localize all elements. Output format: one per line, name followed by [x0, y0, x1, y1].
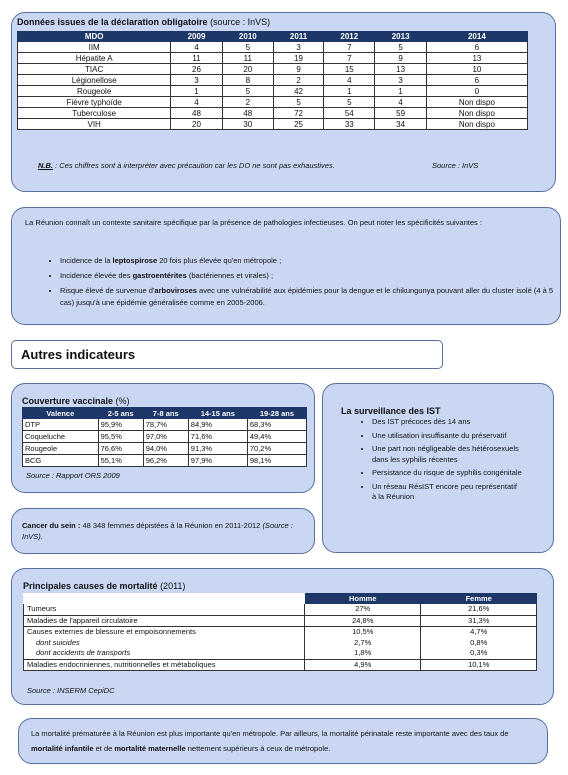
table-cell: 13	[426, 53, 527, 64]
table-cell: 10	[426, 64, 527, 75]
breast-cancer-panel	[11, 508, 315, 554]
table-cell: IIM	[18, 42, 171, 53]
vaccination-panel	[11, 383, 315, 493]
table-cell: Non dispo	[426, 97, 527, 108]
vaccination-title	[22, 396, 130, 406]
do-header-cell: 2010	[222, 32, 273, 42]
list-item-text: avec une vulnérabilité aux épidémies pour la dengue et le chikungunya pouvant aller du cluster isolé (4 à 5 cas) jusqu'à une épidémie généralisée comme en 2005-2006.	[60, 286, 554, 307]
table-row	[23, 419, 307, 431]
table-cell: 7	[324, 42, 375, 53]
table-cell: 10,5%	[305, 627, 421, 638]
table-cell: 98,1%	[247, 455, 306, 467]
table-cell: 70,2%	[247, 443, 306, 455]
table-cell: 9	[375, 53, 426, 64]
table-cell: 6	[426, 42, 527, 53]
table-cell: 7	[324, 53, 375, 64]
table-cell: 20	[222, 64, 273, 75]
section-title: Autres indicateurs	[21, 347, 136, 362]
table-cell: 97,0%	[143, 431, 188, 443]
list-item: • Une utilisation insuffisante du préservatif	[372, 431, 522, 442]
mortality-header-cell	[24, 594, 305, 604]
list-item: • Une part non négligeable des hétérosexuels dans les syphilis récentes	[372, 444, 522, 465]
list-item: • Des IST précoces dès 14 ans	[372, 417, 522, 428]
table-cell: 11	[171, 53, 222, 64]
do-note	[38, 161, 335, 170]
mortality-source: Source : INSERM CepiDC	[27, 686, 115, 695]
table-cell: 1	[375, 86, 426, 97]
table-cell: dont suicides	[36, 637, 80, 647]
do-header-cell: 2013	[375, 32, 426, 42]
table-cell: 8	[222, 75, 273, 86]
table-cell: dont accidents de transports	[36, 648, 131, 658]
final-text	[31, 726, 541, 756]
list-item	[60, 285, 560, 309]
mortality-header-cell: Homme	[305, 594, 421, 604]
table-cell: Tuberculose	[18, 108, 171, 119]
table-cell: 5	[222, 42, 273, 53]
table-cell: 78,7%	[143, 419, 188, 431]
list-item-text: Incidence de la	[60, 256, 113, 265]
do-header-cell: 2012	[324, 32, 375, 42]
table-row	[24, 648, 537, 659]
table-row	[23, 431, 307, 443]
table-row	[24, 615, 537, 627]
table-cell: 4,9%	[305, 659, 421, 671]
table-cell: Maladies de l'appareil circulatoire	[24, 615, 305, 627]
table-cell: 71,6%	[188, 431, 247, 443]
list-item: • Persistance du risque de syphilis congénitale	[372, 468, 522, 479]
table-row	[18, 86, 528, 97]
table-row	[23, 455, 307, 467]
mortality-table-body	[24, 604, 537, 671]
vaccination-table	[22, 407, 307, 467]
final-text-3: nettement supérieurs à ceux de métropole.	[185, 744, 331, 753]
table-cell: Rougeole	[18, 86, 171, 97]
table-cell: 30	[222, 119, 273, 130]
table-cell: Légionellose	[18, 75, 171, 86]
table-cell: Rougeole	[23, 443, 99, 455]
mortality-title	[23, 581, 185, 591]
table-cell: 96,2%	[143, 455, 188, 467]
table-row	[23, 443, 307, 455]
mortality-panel	[11, 568, 554, 705]
table-cell: 48	[222, 108, 273, 119]
table-cell: 20	[171, 119, 222, 130]
vaccination-header-cell: 2-5 ans	[98, 408, 143, 419]
table-cell: 6	[426, 75, 527, 86]
list-item	[60, 270, 560, 282]
list-item-text: Risque élevé de survenue d'	[60, 286, 155, 295]
table-row	[18, 42, 528, 53]
table-cell: VIH	[18, 119, 171, 130]
do-title-source: (source : InVS)	[207, 17, 271, 27]
vaccination-header-cell: 7-8 ans	[143, 408, 188, 419]
table-row	[24, 627, 537, 638]
table-cell: 3	[273, 42, 323, 53]
vaccination-table-header	[23, 408, 307, 419]
vaccination-title-unit: (%)	[113, 396, 130, 406]
table-cell: 21,6%	[421, 604, 537, 616]
do-header-cell: 2014	[426, 32, 527, 42]
do-table-header	[18, 32, 528, 42]
table-cell: 27%	[305, 604, 421, 616]
table-cell: 95,5%	[98, 431, 143, 443]
list-item	[60, 255, 560, 267]
table-row	[18, 64, 528, 75]
table-cell: 5	[375, 42, 426, 53]
table-cell: 42	[273, 86, 323, 97]
mortality-title-year: (2011)	[157, 581, 186, 591]
do-note-text: : Ces chiffres sont à interpréter avec précaution car les DO ne sont pas exhaustives.	[53, 161, 335, 170]
table-cell: 2	[222, 97, 273, 108]
table-cell: 24,8%	[305, 615, 421, 627]
table-cell: 97,9%	[188, 455, 247, 467]
do-note-label: N.B.	[38, 161, 53, 170]
table-cell: 4	[375, 97, 426, 108]
mortality-table-header	[24, 594, 537, 604]
do-title	[17, 17, 270, 27]
ist-panel	[322, 383, 554, 553]
vaccination-title-text: Couverture vaccinale	[22, 396, 114, 406]
table-cell: 33	[324, 119, 375, 130]
table-cell: Hépatite A	[18, 53, 171, 64]
breast-cancer-label: Cancer du sein :	[22, 521, 81, 530]
vaccination-header-cell: 14-15 ans	[188, 408, 247, 419]
list-item-text: Incidence élevée des	[60, 271, 133, 280]
table-cell: 5	[222, 86, 273, 97]
mortality-table	[23, 593, 537, 671]
table-row	[24, 659, 537, 671]
section-title-box	[11, 340, 443, 369]
list-item-bold: arboviroses	[154, 286, 197, 295]
table-cell: 25	[273, 119, 323, 130]
table-cell: 34	[375, 119, 426, 130]
table-cell: 4	[171, 97, 222, 108]
context-intro: La Réunion connaît un contexte sanitaire spécifique par la présence de pathologies infectieuses. On peut noter les spécificités suivantes :	[25, 218, 482, 227]
table-cell: 19	[273, 53, 323, 64]
final-text-1: La mortalité prématurée à la Réunion est plus importante qu'en métropole. Par ailleurs, la mortalité périnatale reste importante avec des taux de	[31, 729, 509, 738]
table-cell: DTP	[23, 419, 99, 431]
table-cell: 68,3%	[247, 419, 306, 431]
table-cell: Fièvre typhoïde	[18, 97, 171, 108]
table-cell: Non dispo	[426, 108, 527, 119]
table-row	[18, 108, 528, 119]
vaccination-source: Source : Rapport ORS 2009	[26, 471, 120, 480]
final-bold-1: mortalité infantile	[31, 744, 94, 753]
list-item-text: (bactériennes et virales) ;	[186, 271, 274, 280]
table-cell: 5	[273, 97, 323, 108]
table-cell: 10,1%	[421, 659, 537, 671]
table-cell: 94,0%	[143, 443, 188, 455]
vaccination-header-cell: 19-28 ans	[247, 408, 306, 419]
vaccination-table-body	[23, 419, 307, 467]
do-header-cell: 2011	[273, 32, 323, 42]
table-cell: BCG	[23, 455, 99, 467]
table-cell: 4	[324, 75, 375, 86]
table-cell: 5	[324, 97, 375, 108]
table-cell: 0	[426, 86, 527, 97]
table-cell: Causes externes de blessure et empoisonnements	[24, 627, 305, 638]
table-cell: Maladies endocriniennes, nutritionnelles et métaboliques	[24, 659, 305, 671]
table-row	[18, 53, 528, 64]
vaccination-header-cell: Valence	[23, 408, 99, 419]
final-text-2: et de	[93, 744, 115, 753]
do-header-cell: MDO	[18, 32, 171, 42]
breast-cancer-body: 48 348 femmes dépistées à la Réunion en 2011-2012	[80, 521, 263, 530]
final-panel	[18, 718, 548, 764]
mortality-title-text: Principales causes de mortalité	[23, 581, 158, 591]
table-cell: 31,3%	[421, 615, 537, 627]
table-cell: 48	[171, 108, 222, 119]
table-cell: 26	[171, 64, 222, 75]
table-cell: 9	[273, 64, 323, 75]
table-row	[24, 638, 537, 649]
table-row	[18, 119, 528, 130]
table-cell: 54	[324, 108, 375, 119]
breast-cancer-text	[22, 520, 307, 542]
table-cell: 49,4%	[247, 431, 306, 443]
table-cell: 59	[375, 108, 426, 119]
do-source: Source : InVS	[432, 161, 479, 170]
table-cell: 2,7%	[305, 638, 421, 649]
table-cell: 15	[324, 64, 375, 75]
table-cell: 1,8%	[305, 648, 421, 659]
table-cell: 11	[222, 53, 273, 64]
table-row	[18, 75, 528, 86]
table-cell: 91,3%	[188, 443, 247, 455]
do-table	[17, 31, 528, 130]
table-cell: 0,8%	[421, 638, 537, 649]
do-header-cell: 2009	[171, 32, 222, 42]
list-item-text: 20 fois plus élevée qu'en métropole ;	[157, 256, 282, 265]
table-cell: 84,9%	[188, 419, 247, 431]
table-cell: 13	[375, 64, 426, 75]
do-table-body	[18, 42, 528, 130]
table-cell: 76,6%	[98, 443, 143, 455]
table-cell: 2	[273, 75, 323, 86]
list-item: • Un réseau RésIST encore peu représentatif à la Réunion	[372, 482, 522, 503]
table-cell: Non dispo	[426, 119, 527, 130]
context-list	[48, 255, 560, 312]
table-cell: TIAC	[18, 64, 171, 75]
table-cell: 72	[273, 108, 323, 119]
mortality-header-cell: Femme	[421, 594, 537, 604]
table-cell: 0,3%	[421, 648, 537, 659]
do-title-text: Données issues de la déclaration obligatoire	[17, 17, 208, 27]
table-cell: 1	[171, 86, 222, 97]
list-item-bold: leptospirose	[112, 256, 158, 265]
ist-title: La surveillance des IST	[341, 406, 441, 416]
final-bold-2: mortalité maternelle	[114, 744, 186, 753]
breast-cancer-source: (Source : InVS).	[22, 521, 293, 541]
table-cell: 95,9%	[98, 419, 143, 431]
ist-list	[361, 417, 522, 506]
table-cell: 1	[324, 86, 375, 97]
table-row	[24, 604, 537, 616]
context-panel	[11, 207, 561, 325]
table-cell: 55,1%	[98, 455, 143, 467]
table-cell: 3	[171, 75, 222, 86]
table-cell: 4,7%	[421, 627, 537, 638]
table-cell: Coqueluche	[23, 431, 99, 443]
table-cell: Tumeurs	[24, 604, 305, 616]
table-cell: 3	[375, 75, 426, 86]
table-row	[18, 97, 528, 108]
list-item-bold: gastroentérites	[132, 271, 187, 280]
table-cell: 4	[171, 42, 222, 53]
